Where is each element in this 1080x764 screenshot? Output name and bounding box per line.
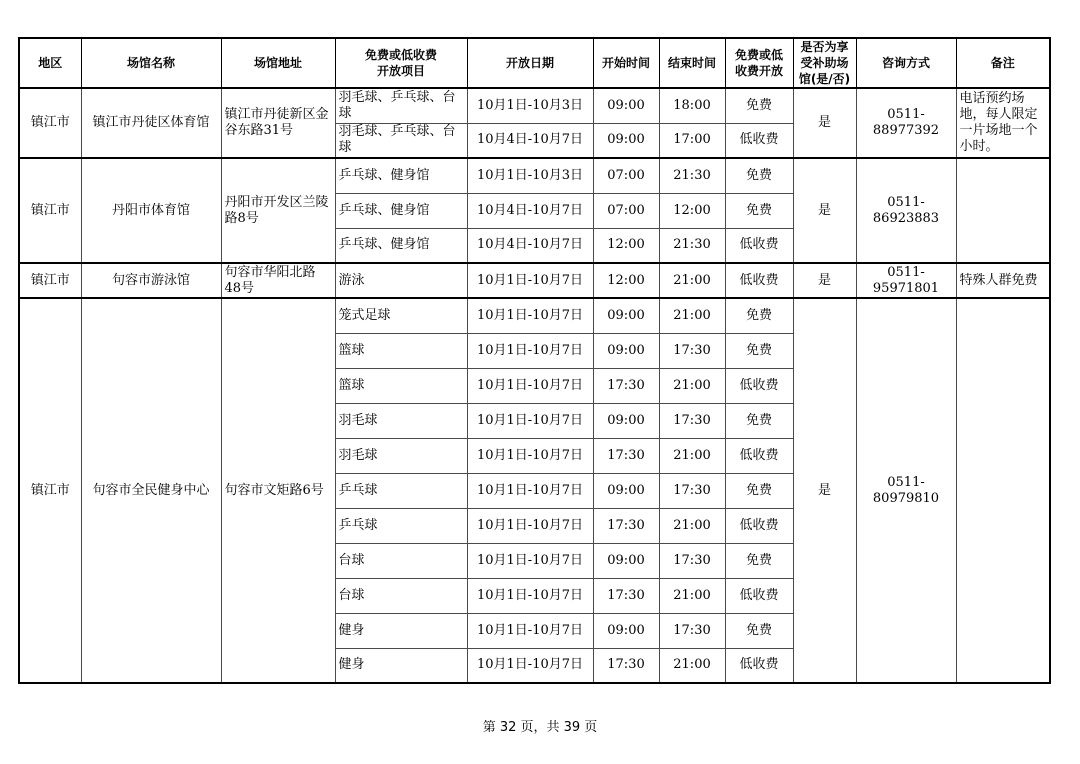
open-item-cell: 健身 xyxy=(335,648,467,683)
open-date-cell: 10月1日-10月7日 xyxy=(467,543,593,578)
start-time-cell: 17:30 xyxy=(593,368,659,403)
open-item-cell: 篮球 xyxy=(335,333,467,368)
table-row xyxy=(19,263,1050,298)
fee-type-cell: 低收费 xyxy=(725,648,793,683)
venue-name-cell: 句容市游泳馆 xyxy=(81,263,221,298)
open-date-cell: 10月1日-10月7日 xyxy=(467,333,593,368)
end-time-cell: 17:00 xyxy=(659,123,725,158)
note-cell xyxy=(956,158,1050,263)
venue-address-cell: 句容市文矩路6号 xyxy=(221,298,335,683)
fee-type-cell: 免费 xyxy=(725,473,793,508)
column-header-open-date: 开放日期 xyxy=(467,38,593,88)
open-date-cell: 10月1日-10月3日 xyxy=(467,88,593,123)
start-time-cell: 07:00 xyxy=(593,193,659,228)
start-time-cell: 17:30 xyxy=(593,508,659,543)
column-header-subsidized: 是否为享 受补助场 馆(是/否) xyxy=(793,38,856,88)
start-time-cell: 12:00 xyxy=(593,228,659,263)
fee-type-cell: 低收费 xyxy=(725,263,793,298)
open-item-cell: 乒乓球、健身馆 xyxy=(335,158,467,193)
fee-type-cell: 低收费 xyxy=(725,508,793,543)
open-date-cell: 10月1日-10月7日 xyxy=(467,263,593,298)
start-time-cell: 07:00 xyxy=(593,158,659,193)
venue-address-cell: 镇江市丹徒新区金谷东路31号 xyxy=(221,88,335,158)
end-time-cell: 12:00 xyxy=(659,193,725,228)
fee-type-cell: 免费 xyxy=(725,543,793,578)
open-date-cell: 10月4日-10月7日 xyxy=(467,123,593,158)
fee-type-cell: 免费 xyxy=(725,88,793,123)
start-time-cell: 09:00 xyxy=(593,298,659,333)
end-time-cell: 17:30 xyxy=(659,473,725,508)
start-time-cell: 17:30 xyxy=(593,578,659,613)
open-date-cell: 10月1日-10月7日 xyxy=(467,578,593,613)
venue-name-cell: 镇江市丹徒区体育馆 xyxy=(81,88,221,158)
fee-type-cell: 免费 xyxy=(725,298,793,333)
open-item-cell: 游泳 xyxy=(335,263,467,298)
open-item-cell: 羽毛球 xyxy=(335,438,467,473)
end-time-cell: 21:00 xyxy=(659,263,725,298)
region-cell: 镇江市 xyxy=(19,88,81,158)
fee-type-cell: 低收费 xyxy=(725,578,793,613)
fee-type-cell: 免费 xyxy=(725,158,793,193)
column-header-venue-address: 场馆地址 xyxy=(221,38,335,88)
fee-type-cell: 低收费 xyxy=(725,438,793,473)
fee-type-cell: 低收费 xyxy=(725,368,793,403)
note-cell: 特殊人群免费 xyxy=(956,263,1050,298)
open-item-cell: 笼式足球 xyxy=(335,298,467,333)
table-row xyxy=(19,88,1050,123)
region-cell: 镇江市 xyxy=(19,298,81,683)
start-time-cell: 09:00 xyxy=(593,123,659,158)
start-time-cell: 09:00 xyxy=(593,403,659,438)
fee-type-cell: 免费 xyxy=(725,613,793,648)
open-date-cell: 10月1日-10月7日 xyxy=(467,403,593,438)
open-date-cell: 10月1日-10月7日 xyxy=(467,298,593,333)
subsidized-cell: 是 xyxy=(793,158,856,263)
open-date-cell: 10月1日-10月7日 xyxy=(467,438,593,473)
fee-type-cell: 免费 xyxy=(725,193,793,228)
open-item-cell: 羽毛球、乒乓球、台球 xyxy=(335,123,467,158)
end-time-cell: 21:00 xyxy=(659,368,725,403)
contact-cell: 0511-80979810 xyxy=(856,298,956,683)
end-time-cell: 17:30 xyxy=(659,613,725,648)
end-time-cell: 17:30 xyxy=(659,543,725,578)
open-item-cell: 羽毛球 xyxy=(335,403,467,438)
column-header-start-time: 开始时间 xyxy=(593,38,659,88)
note-cell: 电话预约场地，每人限定一片场地一个小时。 xyxy=(956,88,1050,158)
open-date-cell: 10月1日-10月7日 xyxy=(467,473,593,508)
column-header-region: 地区 xyxy=(19,38,81,88)
fee-type-cell: 低收费 xyxy=(725,228,793,263)
column-header-fee-type: 免费或低 收费开放 xyxy=(725,38,793,88)
venue-name-cell: 丹阳市体育馆 xyxy=(81,158,221,263)
table-row xyxy=(19,298,1050,333)
end-time-cell: 18:00 xyxy=(659,88,725,123)
open-date-cell: 10月4日-10月7日 xyxy=(467,193,593,228)
table-body xyxy=(19,88,1050,683)
region-cell: 镇江市 xyxy=(19,158,81,263)
end-time-cell: 21:00 xyxy=(659,298,725,333)
open-date-cell: 10月1日-10月7日 xyxy=(467,613,593,648)
fee-type-cell: 免费 xyxy=(725,333,793,368)
contact-cell: 0511-95971801 xyxy=(856,263,956,298)
venue-schedule-table xyxy=(18,37,1051,684)
end-time-cell: 21:30 xyxy=(659,158,725,193)
start-time-cell: 12:00 xyxy=(593,263,659,298)
start-time-cell: 17:30 xyxy=(593,648,659,683)
column-header-contact: 咨询方式 xyxy=(856,38,956,88)
note-cell xyxy=(956,298,1050,683)
start-time-cell: 17:30 xyxy=(593,438,659,473)
open-date-cell: 10月4日-10月7日 xyxy=(467,228,593,263)
end-time-cell: 17:30 xyxy=(659,333,725,368)
open-item-cell: 篮球 xyxy=(335,368,467,403)
column-header-end-time: 结束时间 xyxy=(659,38,725,88)
start-time-cell: 09:00 xyxy=(593,543,659,578)
open-item-cell: 健身 xyxy=(335,613,467,648)
open-item-cell: 羽毛球、乒乓球、台球 xyxy=(335,88,467,123)
open-item-cell: 乒乓球 xyxy=(335,473,467,508)
end-time-cell: 21:00 xyxy=(659,578,725,613)
fee-type-cell: 免费 xyxy=(725,403,793,438)
region-cell: 镇江市 xyxy=(19,263,81,298)
open-date-cell: 10月1日-10月7日 xyxy=(467,368,593,403)
fee-type-cell: 低收费 xyxy=(725,123,793,158)
start-time-cell: 09:00 xyxy=(593,333,659,368)
table-row xyxy=(19,158,1050,193)
subsidized-cell: 是 xyxy=(793,263,856,298)
open-date-cell: 10月1日-10月3日 xyxy=(467,158,593,193)
open-item-cell: 台球 xyxy=(335,543,467,578)
start-time-cell: 09:00 xyxy=(593,88,659,123)
subsidized-cell: 是 xyxy=(793,88,856,158)
column-header-open-items: 免费或低收费 开放项目 xyxy=(335,38,467,88)
end-time-cell: 21:00 xyxy=(659,648,725,683)
header-row xyxy=(19,38,1050,88)
column-header-venue-name: 场馆名称 xyxy=(81,38,221,88)
open-item-cell: 乒乓球、健身馆 xyxy=(335,193,467,228)
open-item-cell: 乒乓球 xyxy=(335,508,467,543)
end-time-cell: 21:30 xyxy=(659,228,725,263)
venue-name-cell: 句容市全民健身中心 xyxy=(81,298,221,683)
open-item-cell: 乒乓球、健身馆 xyxy=(335,228,467,263)
column-header-note: 备注 xyxy=(956,38,1050,88)
open-date-cell: 10月1日-10月7日 xyxy=(467,508,593,543)
contact-cell: 0511-86923883 xyxy=(856,158,956,263)
contact-cell: 0511-88977392 xyxy=(856,88,956,158)
end-time-cell: 17:30 xyxy=(659,403,725,438)
subsidized-cell: 是 xyxy=(793,298,856,683)
open-item-cell: 台球 xyxy=(335,578,467,613)
start-time-cell: 09:00 xyxy=(593,613,659,648)
venue-address-cell: 丹阳市开发区兰陵路8号 xyxy=(221,158,335,263)
venue-address-cell: 句容市华阳北路48号 xyxy=(221,263,335,298)
page-number: 第 32 页，共 39 页 xyxy=(482,720,598,735)
end-time-cell: 21:00 xyxy=(659,508,725,543)
start-time-cell: 09:00 xyxy=(593,473,659,508)
end-time-cell: 21:00 xyxy=(659,438,725,473)
open-date-cell: 10月1日-10月7日 xyxy=(467,648,593,683)
